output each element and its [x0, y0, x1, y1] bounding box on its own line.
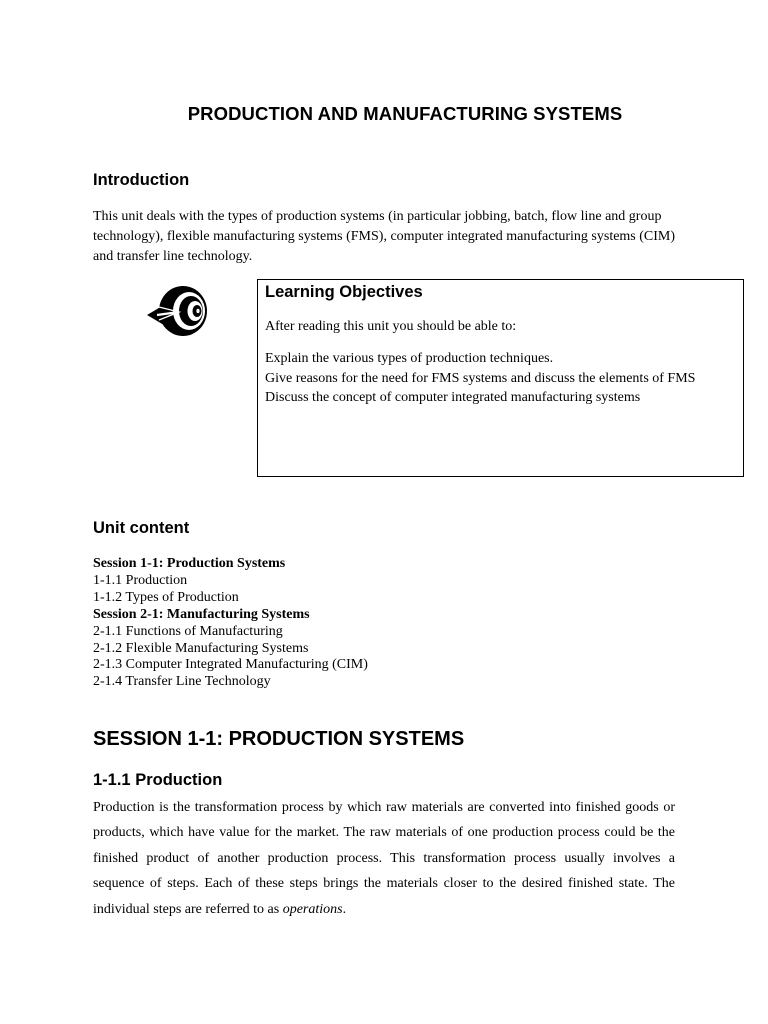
term-operations: operations [282, 901, 343, 917]
unit-content-entry: 2-1.1 Functions of Manufacturing [93, 623, 283, 639]
introduction-paragraph: This unit deals with the types of production systems (in particular jobbing, batch, flow line and group technology), flexible manufacturing systems (FMS), computer integrated manufacturing systems (CIM) and transfer line technology. [93, 209, 676, 264]
learning-objectives-list [265, 349, 735, 408]
learning-objectives-heading: Learning Objectives [265, 283, 423, 301]
objective-item: Give reasons for the need for FMS systems and discuss the elements of FMS [265, 370, 696, 386]
unit-content-entry: 1-1.1 Production [93, 572, 188, 588]
session-paragraph-text: Production is the transformation process by which raw materials are converted into finished goods or products, which have value for the market. The raw materials of one production process could be the finished product of another production process. This transformation process usually involves a sequence of steps. Each of these steps brings the materials closer to the desired finished state. The individual steps are referred to as [93, 800, 675, 917]
session-heading: SESSION 1-1: PRODUCTION SYSTEMS [93, 728, 465, 750]
target-icon [143, 282, 211, 342]
unit-content-entry: 1-1.2 Types of Production [93, 589, 239, 605]
subsection-heading: 1-1.1 Production [93, 771, 223, 789]
introduction-heading: Introduction [93, 171, 190, 189]
unit-content-list [93, 556, 368, 691]
unit-content-entry: Session 1-1: Production Systems [93, 556, 286, 571]
objective-item: Explain the various types of production techniques. [265, 351, 554, 366]
objective-item: Discuss the concept of computer integrated manufacturing systems [265, 390, 641, 405]
session-paragraph [93, 795, 675, 922]
unit-content-entry: 2-1.2 Flexible Manufacturing Systems [93, 640, 309, 656]
learning-objectives-box [257, 279, 744, 477]
unit-content-entry: Session 2-1: Manufacturing Systems [93, 606, 310, 622]
session-paragraph-end: . [342, 901, 347, 917]
unit-content-heading: Unit content [93, 519, 190, 537]
unit-content-entry: 2-1.4 Transfer Line Technology [93, 674, 271, 690]
learning-objectives-lead: After reading this unit you should be able to: [265, 319, 517, 334]
unit-content-entry: 2-1.3 Computer Integrated Manufacturing (CIM) [93, 657, 368, 673]
document-title: PRODUCTION AND MANUFACTURING SYSTEMS [187, 103, 623, 124]
